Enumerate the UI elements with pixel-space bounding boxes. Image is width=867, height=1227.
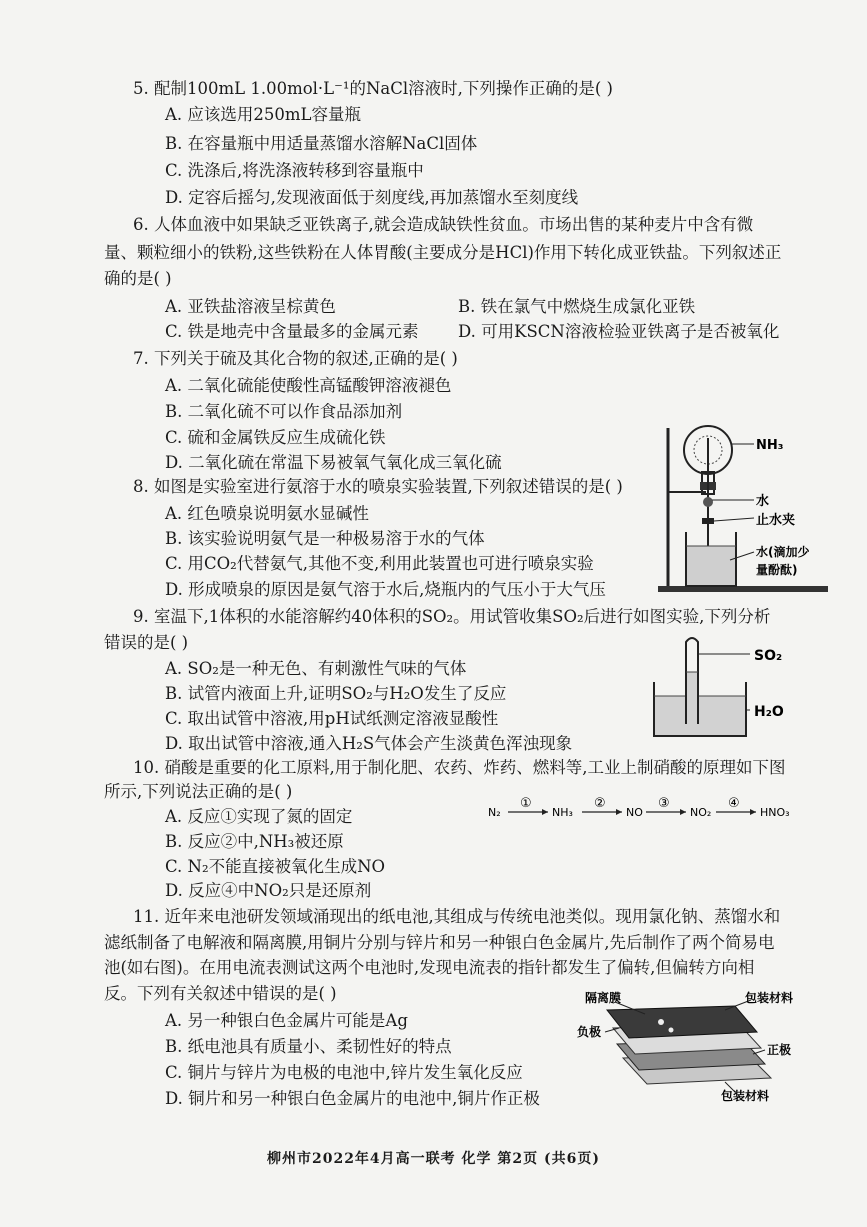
q11-stem-4: 反。下列有关叙述中错误的是( ) — [104, 984, 337, 1003]
q6-option-d: D. 可用KSCN溶液检验亚铁离子是否被氧化 — [458, 322, 780, 341]
q5-option-a: A. 应该选用250mL容量瓶 — [165, 105, 362, 124]
label-so2: SO₂ — [754, 648, 783, 664]
paper-battery-figure — [575, 992, 805, 1102]
step-3: ③ — [658, 796, 670, 811]
species-hno3: HNO₃ — [760, 806, 790, 819]
nitric-acid-flow-diagram — [486, 796, 816, 826]
q6-option-c: C. 铁是地壳中含量最多的金属元素 — [165, 322, 419, 341]
q9-option-a: A. SO₂是一种无色、有刺激性气味的气体 — [165, 659, 467, 678]
q6-stem-2: 量、颗粒细小的铁粉,这些铁粉在人体胃酸(主要成分是HCl)作用下转化成亚铁盐。下列叙述正 — [104, 243, 782, 262]
label-h2o: H₂O — [754, 704, 784, 720]
label-positive: 正极 — [767, 1043, 792, 1057]
step-1: ① — [520, 796, 532, 811]
species-nh3: NH₃ — [552, 806, 573, 819]
fountain-apparatus-figure — [650, 420, 850, 600]
q6-stem-3: 确的是( ) — [104, 269, 172, 288]
q5-option-b: B. 在容量瓶中用适量蒸馏水溶解NaCl固体 — [165, 134, 478, 153]
q7-option-c: C. 硫和金属铁反应生成硫化铁 — [165, 428, 386, 447]
q8-stem: 8. 如图是实验室进行氨溶于水的喷泉实验装置,下列叙述错误的是( ) — [133, 477, 623, 496]
label-clamp: 止水夹 — [756, 513, 796, 528]
dropper-bulb — [703, 497, 713, 507]
q8-option-a: A. 红色喷泉说明氨水显碱性 — [165, 504, 369, 523]
beaker-liquid — [687, 546, 735, 585]
label-beaker-1: 水(滴加少 — [756, 545, 810, 559]
step-4: ④ — [728, 796, 740, 811]
q8-option-d: D. 形成喷泉的原因是氨气溶于水后,烧瓶内的气压小于大气压 — [165, 580, 606, 599]
species-n2: N₂ — [488, 806, 501, 819]
q9-option-b: B. 试管内液面上升,证明SO₂与H₂O发生了反应 — [165, 684, 507, 703]
negative-electrode — [607, 1006, 757, 1038]
q5-stem: 5. 配制100mL 1.00mol·L⁻¹的NaCl溶液时,下列操作正确的是( ) — [133, 79, 613, 98]
q10-option-c: C. N₂不能直接被氧化生成NO — [165, 857, 386, 876]
q5-option-c: C. 洗涤后,将洗涤液转移到容量瓶中 — [165, 161, 424, 180]
label-negative: 负极 — [577, 1025, 602, 1039]
step-2: ② — [594, 796, 606, 811]
q11-stem-3: 池(如右图)。在用电流表测试这两个电池时,发现电流表的指针都发生了偏转,但偏转方向相 — [104, 958, 755, 977]
q7-stem: 7. 下列关于硫及其化合物的叙述,正确的是( ) — [133, 349, 458, 368]
q9-option-c: C. 取出试管中溶液,用pH试纸测定溶液显酸性 — [165, 709, 499, 728]
q7-option-a: A. 二氧化硫能使酸性高锰酸钾溶液褪色 — [165, 376, 452, 395]
q11-option-c: C. 铜片与锌片为电极的电池中,锌片发生氧化反应 — [165, 1063, 523, 1082]
label-beaker-2: 量酚酞) — [756, 563, 798, 577]
trough-water — [655, 696, 745, 735]
q7-option-b: B. 二氧化硫不可以作食品添加剂 — [165, 402, 403, 421]
so2-testtube-figure — [650, 632, 800, 747]
label-water: 水 — [756, 494, 770, 509]
q6-stem-1: 6. 人体血液中如果缺乏亚铁离子,就会造成缺铁性贫血。市场出售的某种麦片中含有微 — [133, 215, 754, 234]
label-separator: 隔离膜 — [585, 991, 622, 1005]
q8-option-b: B. 该实验说明氨气是一种极易溶于水的气体 — [165, 529, 485, 548]
q6-option-a: A. 亚铁盐溶液呈棕黄色 — [165, 297, 336, 316]
q10-option-a: A. 反应①实现了氮的固定 — [165, 807, 353, 826]
q11-stem-1: 11. 近年来电池研发领域涌现出的纸电池,其组成与传统电池类似。现用氯化钠、蒸馏水和 — [133, 907, 781, 926]
q11-option-d: D. 铜片和另一种银白色金属片的电池中,铜片作正极 — [165, 1089, 540, 1108]
label-package-bottom: 包装材料 — [721, 1089, 770, 1103]
q9-option-d: D. 取出试管中溶液,通入H₂S气体会产生淡黄色浑浊现象 — [165, 734, 573, 753]
q11-option-a: A. 另一种银白色金属片可能是Ag — [165, 1011, 408, 1030]
q10-option-b: B. 反应②中,NH₃被还原 — [165, 832, 344, 851]
q10-option-d: D. 反应④中NO₂只是还原剂 — [165, 881, 372, 900]
species-no2: NO₂ — [690, 806, 712, 819]
stand-base — [658, 586, 828, 592]
q7-option-d: D. 二氧化硫在常温下易被氧气氧化成三氧化硫 — [165, 453, 502, 472]
q10-stem-1: 10. 硝酸是重要的化工原料,用于制化肥、农药、炸药、燃料等,工业上制硝酸的原理如下图 — [133, 758, 786, 777]
species-no: NO — [626, 806, 643, 819]
q8-option-c: C. 用CO₂代替氨气,其他不变,利用此装置也可进行喷泉实验 — [165, 554, 594, 573]
label-nh3: NH₃ — [756, 438, 784, 453]
q5-option-d: D. 定容后摇匀,发现液面低于刻度线,再加蒸馏水至刻度线 — [165, 188, 579, 207]
page-footer: 柳州市2022年4月高一联考 化学 第2页 (共6页) — [266, 1151, 601, 1167]
q11-stem-2: 滤纸制备了电解液和隔离膜,用铜片分别与锌片和另一种银白色金属片,先后制作了两个简易电 — [104, 933, 775, 952]
label-package-top: 包装材料 — [745, 991, 794, 1005]
q9-stem-2: 错误的是( ) — [104, 633, 189, 652]
q10-stem-2: 所示,下列说法正确的是( ) — [104, 782, 293, 801]
q6-option-b: B. 铁在氯气中燃烧生成氯化亚铁 — [458, 297, 696, 316]
pinch-clamp — [702, 518, 714, 524]
q11-option-b: B. 纸电池具有质量小、柔韧性好的特点 — [165, 1037, 452, 1056]
q9-stem-1: 9. 室温下,1体积的水能溶解约40体积的SO₂。用试管收集SO₂后进行如图实验,下列分析 — [133, 607, 771, 626]
